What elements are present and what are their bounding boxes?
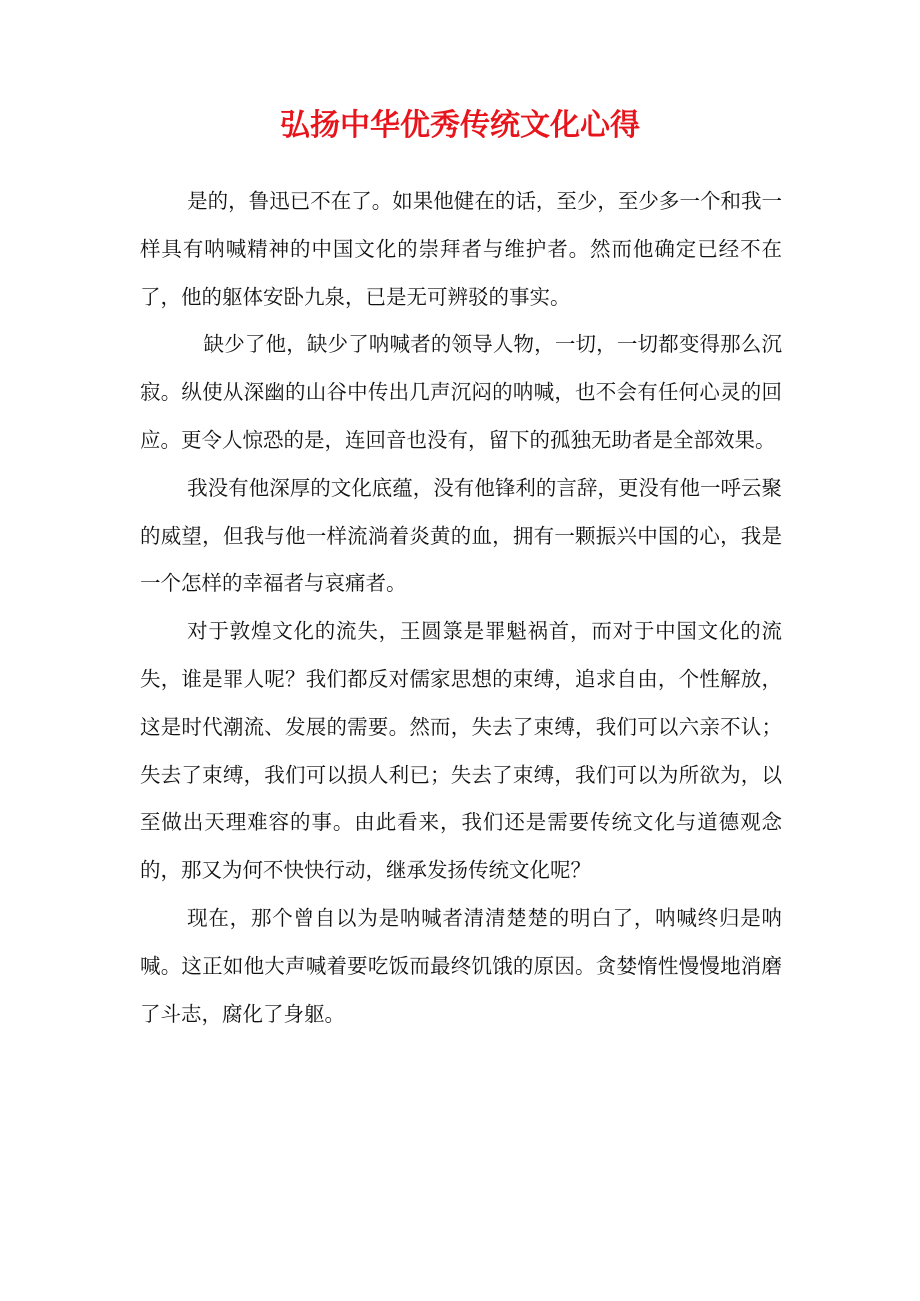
paragraph-1: 是的，鲁迅已不在了。如果他健在的话，至少，至少多一个和我一样具有呐喊精神的中国文化的崇拜者与维护者。然而他确定已经不在了，他的躯体安卧九泉，已是无可辨驳的事实。 — [140, 189, 782, 309]
paragraph-3: 我没有他深厚的文化底蕴，没有他锋利的言辞，更没有他一呼云聚的威望，但我与他一样流淌着炎黄的血，拥有一颗振兴中国的心，我是一个怎样的幸福者与哀痛者。 — [140, 475, 782, 596]
paragraph-5: 现在，那个曾自以为是呐喊者清清楚楚的明白了，呐喊终归是呐喊。这正如他大声喊着要吃饭而最终饥饿的原因。贪婪惰性慢慢地消磨了斗志，腐化了身躯。 — [140, 905, 782, 1026]
document-title: 弘扬中华优秀传统文化心得 — [280, 108, 640, 143]
document-body — [140, 178, 782, 1038]
paragraph-4: 对于敦煌文化的流失，王圆箓是罪魁祸首，而对于中国文化的流失，谁是罪人呢？我们都反对儒家思想的束缚，追求自由，个性解放，这是时代潮流、发展的需要。然而，失去了束缚，我们可以六亲不认；失去了束缚，我们可以损人利已；失去了束缚，我们可以为所欲为，以至做出天理难容的事。由此看来，我们还是需要传统文化与道德观念的，那又为何不快快行动，继承发扬传统文化呢？ — [140, 619, 782, 883]
paragraph-2: 缺少了他，缺少了呐喊者的领导人物，一切，一切都变得那么沉寂。纵使从深幽的山谷中传出几声沉闷的呐喊，也不会有任何心灵的回应。更令人惊恐的是，连回音也没有，留下的孤独无助者是全部效果。 — [140, 332, 782, 452]
